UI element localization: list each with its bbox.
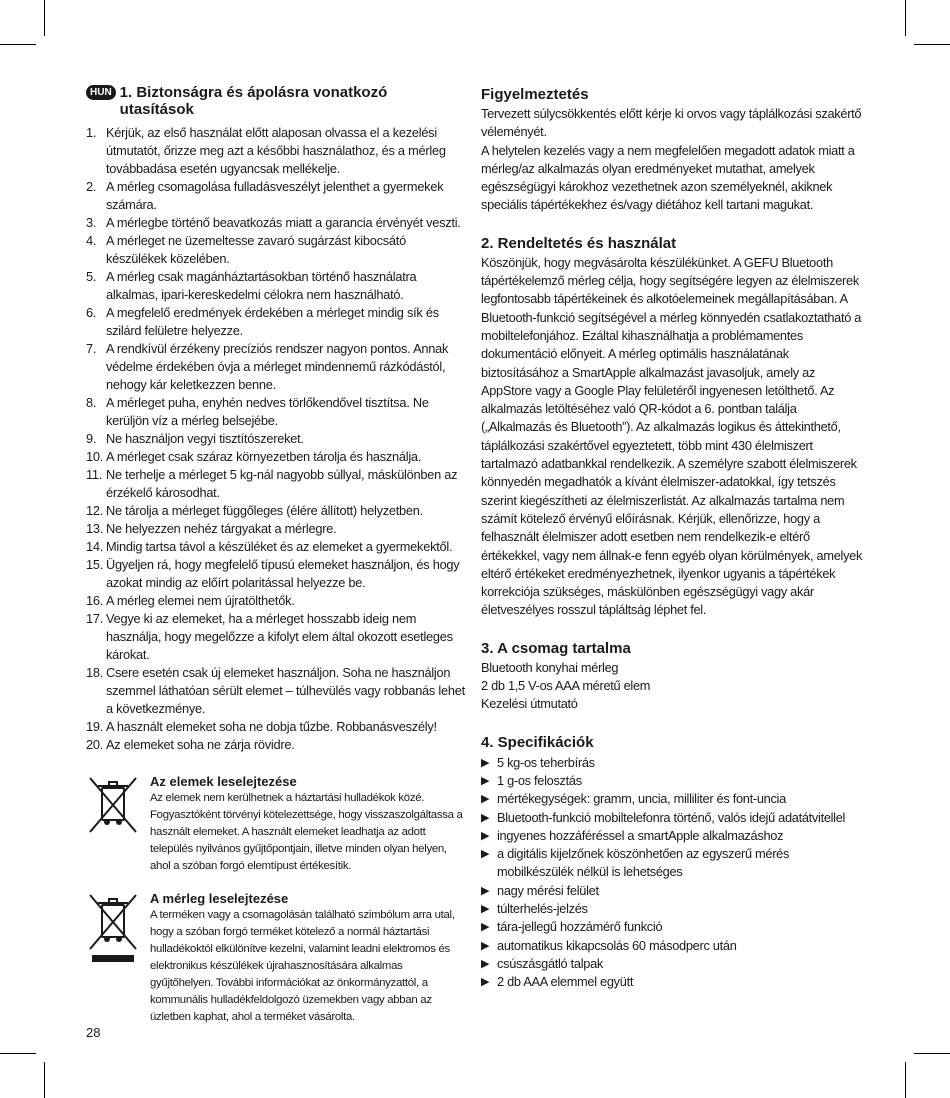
rule-number: 15.: [86, 557, 104, 572]
rule-text: A rendkívül érzékeny precíziós rendszer nagyon pontos. Annak védelme érdekében óvja a mérleget mindennemű rázkódástól, nehogy kár keletkezzen benne.: [106, 341, 449, 392]
specs-list: [481, 754, 865, 992]
safety-rule-item: [86, 502, 468, 520]
spec-text: csúszásgátló talpak: [497, 955, 603, 971]
safety-rule-item: [86, 178, 468, 214]
package-title: 3. A csomag tartalma: [481, 639, 631, 657]
rule-number: 10.: [86, 449, 104, 464]
rule-number: 5.: [86, 269, 97, 284]
rule-number: 8.: [86, 395, 97, 410]
rule-text: Ügyeljen rá, hogy megfelelő típusú elemeket használjon, és hogy azokat mindig az előírt polaritással helyezze be.: [106, 557, 460, 590]
spec-text: a digitális kijelzőnek köszönhetően az egyszerű mérés mobilkészülék nélkül is lehetséges: [497, 846, 790, 880]
scale-disposal-block: [86, 891, 468, 1026]
crossed-bin-with-bar-icon: [86, 891, 140, 1026]
crossed-bin-icon: [86, 774, 140, 875]
rule-text: Kérjük, az első használat előtt alaposan olvassa el a kezelési útmutatót, őrizze meg azt a későbbi használathoz, és a mérleg továbbadása esetén ugyancsak mellékelje.: [106, 125, 446, 176]
spec-item: [481, 900, 865, 918]
safety-rule-item: [86, 592, 468, 610]
rule-number: 4.: [86, 233, 97, 248]
rule-number: 19.: [86, 719, 104, 734]
rule-text: A mérlegbe történő beavatkozás miatt a garancia érvényét veszti.: [106, 215, 461, 230]
rule-number: 1.: [86, 125, 97, 140]
spec-item: [481, 973, 865, 991]
rule-text: Vegye ki az elemeket, ha a mérleget hosszabb ideig nem használja, hogy megelőzze a kifolyt elem által okozott esetleges károkat.: [106, 611, 453, 662]
page-number: 28: [86, 1025, 101, 1040]
spec-text: 1 g-os felosztás: [497, 772, 582, 788]
spec-text: mértékegységek: gramm, uncia, milliliter és font-uncia: [497, 791, 786, 807]
triangle-bullet-icon: ▶: [481, 774, 490, 787]
package-item: 2 db 1,5 V-os AAA méretű elem: [481, 678, 651, 694]
spec-item: [481, 827, 865, 845]
triangle-bullet-icon: ▶: [481, 848, 490, 861]
spec-text: Bluetooth-funkció mobiltelefonra történő, valós idejű adatátvitellel: [497, 809, 846, 825]
right-column: [481, 84, 865, 991]
spec-text: 2 db AAA elemmel együtt: [497, 974, 634, 990]
triangle-bullet-icon: ▶: [481, 976, 490, 989]
safety-section-title: 1. Biztonságra és ápolásra vonatkozó utasítások: [119, 84, 388, 118]
rule-number: 13.: [86, 521, 104, 536]
spec-item: [481, 790, 865, 808]
safety-rule-item: [86, 610, 468, 664]
rule-text: Ne használjon vegyi tisztítószereket.: [106, 431, 304, 446]
spec-item: [481, 772, 865, 790]
rule-number: 7.: [86, 341, 97, 356]
spec-text: 5 kg-os teherbírás: [497, 754, 595, 770]
rule-number: 2.: [86, 179, 97, 194]
crop-mark: [905, 1062, 906, 1098]
triangle-bullet-icon: ▶: [481, 756, 490, 769]
triangle-bullet-icon: ▶: [481, 829, 490, 842]
rule-text: Ne tárolja a mérleget függőleges (élére állított) helyzetben.: [106, 503, 423, 518]
safety-rule-item: [86, 232, 468, 268]
rule-number: 14.: [86, 539, 104, 554]
rule-text: Mindig tartsa távol a készüléket és az elemeket a gyermekektől.: [106, 539, 453, 554]
rule-number: 6.: [86, 305, 97, 320]
safety-rule-item: [86, 430, 468, 448]
package-item: Bluetooth konyhai mérleg: [481, 659, 619, 675]
rule-text: Az elemeket soha ne zárja rövidre.: [106, 737, 295, 752]
triangle-bullet-icon: ▶: [481, 957, 490, 970]
crop-mark: [914, 1053, 950, 1054]
scale-disposal-title: A mérleg leselejtezése: [150, 891, 289, 906]
spec-text: túlterhelés-jelzés: [497, 900, 588, 916]
safety-rule-item: [86, 664, 468, 718]
safety-rule-item: [86, 718, 468, 736]
rule-text: A mérleget csak száraz környezetben tárolja és használja.: [106, 449, 422, 464]
triangle-bullet-icon: ▶: [481, 902, 490, 915]
rule-text: Csere esetén csak új elemeket használjon. Soha ne használjon szemmel láthatóan sérült elemet – túlhevülés vagy robbanás lehet a következménye.: [106, 665, 465, 716]
safety-rules-list: [86, 124, 468, 754]
safety-rule-item: [86, 394, 468, 430]
safety-rule-item: [86, 556, 468, 592]
left-column: [86, 84, 468, 1026]
triangle-bullet-icon: ▶: [481, 884, 490, 897]
warning-text: Tervezett súlycsökkentés előtt kérje ki orvos vagy táplálkozási szakértő véleményét. A helytelen kezelés vagy a nem megfelelően megadott adatok miatt a mérleg/az alkalmazás olyan eredményeket mutathat, amelyek egészségügyi károkhoz vezethetnek azon személyeknél, akiknek speciális tápértékekhez és/vagy diétához kell tartani magukat.: [481, 106, 862, 213]
spec-item: [481, 937, 865, 955]
usage-title: 2. Rendeltetés és használat: [481, 234, 677, 252]
warning-title: Figyelmeztetés: [481, 86, 589, 103]
crop-mark: [44, 0, 45, 36]
safety-rule-item: [86, 520, 468, 538]
rule-number: 3.: [86, 215, 97, 230]
package-contents: [481, 659, 865, 714]
spec-text: automatikus kikapcsolás 60 másodperc után: [497, 937, 737, 953]
spec-text: tára-jellegű hozzámérő funkció: [497, 919, 663, 935]
rule-number: 16.: [86, 593, 104, 608]
spec-item: [481, 918, 865, 936]
safety-rule-item: [86, 466, 468, 502]
triangle-bullet-icon: ▶: [481, 921, 490, 934]
crop-mark: [0, 44, 36, 45]
usage-text: Köszönjük, hogy megvásárolta készülékünket. A GEFU Bluetooth tápértékelemző mérleg célja, hogy segítségére legyen az élelmiszerek legfontosabb tápértékeinek és alkotóelemeinek megállapításában. A Bluetooth-funkció segítségével a mérleg könnyedén csatlakoztatható a mobiltelefonjához. Ezáltal kihasználhatja a problémamentes dokumentáció előnyeit. A mérleg optimális használatának biztosításához a SmartApple alkalmazást javasoljuk, amely az AppStore vagy a Google Play felületéről ingyenesen letölthető. Az alkalmazás letöltéséhez való QR-kódot a 6. pontban találja („Alkalmazás és Bluetooth”). Az alkalmazás logikus és áttekinthető, táplálkozási szakértővel egyeztetett, több mint 430 élelmiszert tartalmazó adatbankkal rendelkezik. A személyre szabott élelmiszerek könnyedén megadhatók a kívánt élelmiszer-adatokkal, így tetszés szerint kiegészítheti az élelmiszerlistát. Az alkalmazás tartalma nem számít kötelező érvényű előírásnak. Kérjük, ellenőrizze, hogy a felhasznált élelmiszer adott esetben nem rendelkezik-e eltérő értékekkel, vagy nem állnak-e fenn egyéb olyan körülmények, amelyek eltérő értékeket eredményezhetnek, ilyenkor ugyanis a tápértékek korrekciója szükséges, máskülönben egészségügyi vagy akár életveszélyes rosszul tápláltság léphet fel.: [481, 254, 863, 618]
crop-mark: [0, 1053, 36, 1054]
spec-item: [481, 754, 865, 772]
safety-rule-item: [86, 214, 468, 232]
rule-text: A mérleget ne üzemeltesse zavaró sugárzást kibocsátó készülékek közelében.: [106, 233, 406, 266]
battery-disposal-text: Az elemek nem kerülhetnek a háztartási hulladékok közé. Fogyasztóként törvényi kötelezettsége, hogy visszaszolgáltassa a használt elemeket. A használt elemeket leadhatja az adott település nyilvános gyűjtőpontjain, illetve minden olyan helyen, ahol a szóban forgó elemtípust értékesítik.: [150, 792, 463, 872]
language-badge: HUN: [86, 85, 116, 100]
safety-rule-item: [86, 124, 468, 178]
safety-rule-item: [86, 268, 468, 304]
rule-text: A mérleg elemei nem újratölthetők.: [106, 593, 295, 608]
spec-text: ingyenes hozzáféréssel a smartApple alkalmazáshoz: [497, 827, 784, 843]
battery-disposal-title: Az elemek leselejtezése: [150, 774, 297, 789]
spec-item: [481, 882, 865, 900]
crop-mark: [44, 1062, 45, 1098]
triangle-bullet-icon: ▶: [481, 811, 490, 824]
rule-text: A mérleget puha, enyhén nedves törlőkendővel tisztítsa. Ne kerüljön víz a mérleg belsejébe.: [106, 395, 429, 428]
spec-text: nagy mérési felület: [497, 882, 599, 898]
triangle-bullet-icon: ▶: [481, 939, 490, 952]
rule-number: 12.: [86, 503, 104, 518]
battery-disposal-block: [86, 774, 468, 875]
safety-rule-item: [86, 736, 468, 754]
rule-text: Ne helyezzen nehéz tárgyakat a mérlegre.: [106, 521, 337, 536]
package-item: Kezelési útmutató: [481, 696, 578, 712]
triangle-bullet-icon: ▶: [481, 793, 490, 806]
safety-rule-item: [86, 538, 468, 556]
rule-number: 17.: [86, 611, 104, 626]
rule-text: A használt elemeket soha ne dobja tűzbe. Robbanásveszély!: [106, 719, 437, 734]
safety-section-heading: [86, 84, 468, 118]
rule-number: 9.: [86, 431, 97, 446]
crop-mark: [905, 0, 906, 36]
rule-number: 18.: [86, 665, 104, 680]
rule-text: A megfelelő eredmények érdekében a mérleget mindig sík és szilárd felületre helyezze.: [106, 305, 439, 338]
rule-number: 11.: [86, 467, 103, 482]
safety-rule-item: [86, 304, 468, 340]
spec-item: [481, 809, 865, 827]
spec-item: [481, 845, 865, 882]
safety-rule-item: [86, 340, 468, 394]
specs-title: 4. Specifikációk: [481, 733, 594, 751]
scale-disposal-text: A terméken vagy a csomagolásán található szimbólum arra utal, hogy a szóban forgó terméket kötelező a normál háztartási hulladékoktól elkülönítve kezelni, valamint leadni elektromos és elektronikus készülékek újrahasznosítására alkalmas gyűjtőhelyen. További információkat az önkormányzattól, a kommunális hulladékfeldolgozó üzemekben vagy abban az üzletben kaphat, ahol a terméket vásárolta.: [150, 909, 455, 1023]
crop-mark: [914, 44, 950, 45]
rule-text: A mérleg csak magánháztartásokban történő használatra alkalmas, ipari-kereskedelmi célokra nem használható.: [106, 269, 417, 302]
spec-item: [481, 955, 865, 973]
rule-text: A mérleg csomagolása fulladásveszélyt jelenthet a gyermekek számára.: [106, 179, 444, 212]
rule-text: Ne terhelje a mérleget 5 kg-nál nagyobb súllyal, máskülönben az érzékelő károsodhat.: [106, 467, 458, 500]
rule-number: 20.: [86, 737, 104, 752]
safety-rule-item: [86, 448, 468, 466]
